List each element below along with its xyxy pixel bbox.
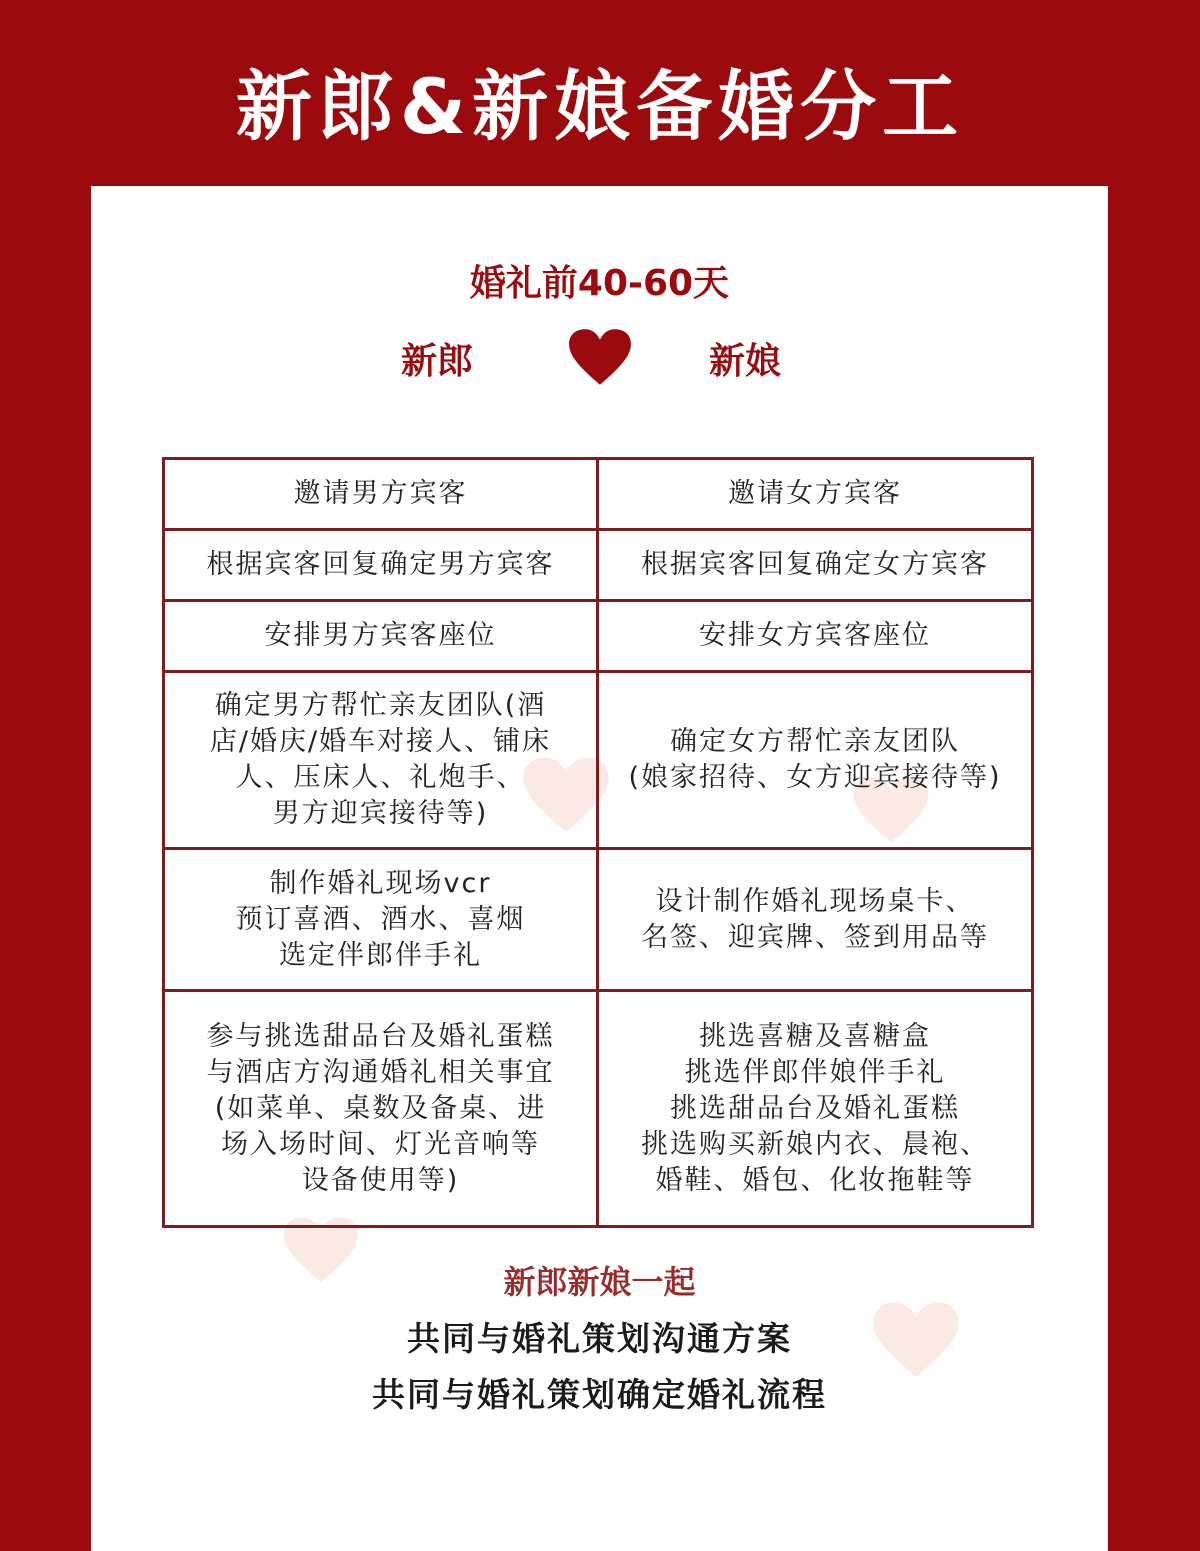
groom-task: 根据宾客回复确定男方宾客 (206, 549, 555, 580)
table-row (164, 672, 1033, 849)
together-title: 新郎新娘一起 (503, 1263, 696, 1301)
bride-task: 根据宾客回复确定女方宾客 (641, 549, 989, 580)
bride-task: 邀请女方宾客 (728, 478, 902, 509)
bride-task-cell (598, 672, 1033, 849)
together-item: 共同与婚礼策划沟通方案 (407, 1319, 792, 1358)
groom-task-cell (164, 849, 598, 991)
couple-header (91, 328, 1108, 398)
bride-task-cell (598, 849, 1033, 991)
bride-task-cell (598, 991, 1033, 1227)
table-row (164, 601, 1033, 672)
groom-task: 安排男方宾客座位 (264, 620, 497, 651)
together-item: 共同与婚礼策划确定婚礼流程 (372, 1375, 827, 1414)
table-row (164, 991, 1033, 1227)
heart-icon (567, 328, 633, 386)
groom-label: 新郎 (401, 341, 474, 382)
task-table (162, 457, 1034, 1228)
groom-task: 确定男方帮忙亲友团队(酒 店/婚庆/婚车对接人、铺床 人、压床人、礼炮手、 男方迎宾接待等) (209, 690, 552, 829)
bride-task: 确定女方帮忙亲友团队 (娘家招待、女方迎宾接待等) (628, 726, 1002, 793)
groom-task-cell (164, 991, 598, 1227)
content-card (91, 186, 1108, 1551)
groom-task-cell (164, 601, 598, 672)
bride-task: 挑选喜糖及喜糖盒 挑选伴郎伴娘伴手礼 挑选甜品台及婚礼蛋糕 挑选购买新娘内衣、晨袍、 婚鞋、婚包、化妆拖鞋等 (641, 1020, 989, 1196)
groom-task: 参与挑选甜品台及婚礼蛋糕 与酒店方沟通婚礼相关事宜 (如菜单、桌数及备桌、进 场入场时间、灯光音响等 设备使用等) (206, 1020, 555, 1196)
groom-task-cell (164, 530, 598, 601)
table-row (164, 459, 1033, 530)
groom-task-cell (164, 459, 598, 530)
groom-task-cell (164, 672, 598, 849)
bride-task: 安排女方宾客座位 (699, 620, 931, 651)
bride-task: 设计制作婚礼现场桌卡、 名签、迎宾牌、签到用品等 (641, 885, 989, 953)
bride-task-cell (598, 530, 1033, 601)
bride-task-cell (598, 459, 1033, 530)
table-row (164, 530, 1033, 601)
timeframe-subtitle: 婚礼前40-60天 (469, 263, 730, 304)
table-row (164, 849, 1033, 991)
groom-task: 制作婚礼现场vcr 预订喜酒、酒水、喜烟 选定伴郎伴手礼 (235, 867, 526, 971)
groom-task: 邀请男方宾客 (293, 478, 468, 509)
page-title: 新郎&新娘备婚分工 (235, 62, 965, 151)
bride-label: 新娘 (709, 341, 782, 382)
bride-task-cell (598, 601, 1033, 672)
